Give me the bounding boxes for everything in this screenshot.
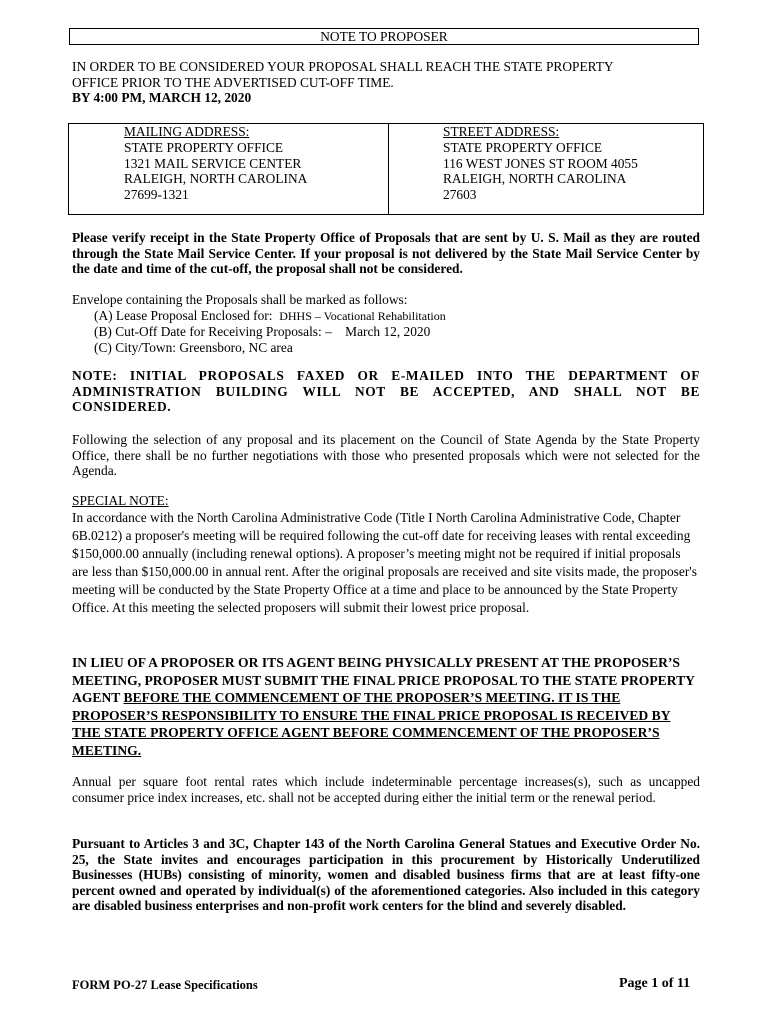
envelope-item-b-value: March 12, 2020	[345, 324, 431, 340]
street-address-line: 116 WEST JONES ST ROOM 4055	[443, 155, 638, 171]
lieu-note	[72, 654, 700, 760]
envelope-item-c: (C) City/Town: Greensboro, NC area	[94, 339, 293, 355]
address-divider	[388, 124, 389, 214]
special-note-body: In accordance with the North Carolina Administrative Code (Title I North Carolina Administrative Code, Chapter 6B.0212) a proposer's meeting will be required following the cut-off date for receiving leases with rental exceeding $150,000.00 annually (including renewal options). A proposer’s meeting might not be required if initial proposals are less than $150,000.00 in annual rent. After the original proposals are received and site visits made, the proposer's meeting will be conducted by the State Property Office at a time and place to be announced by the State Property Office. At this meeting the selected proposers will submit their lowest price proposal.	[72, 509, 697, 615]
envelope-instructions	[72, 292, 700, 355]
form-label: FORM PO-27 Lease Specifications	[72, 978, 258, 992]
envelope-item-a	[72, 308, 700, 325]
fax-note: NOTE: INITIAL PROPOSALS FAXED OR E-MAILED INTO THE DEPARTMENT OF ADMINISTRATION BUILDING WILL NOT BE ACCEPTED, AND SHALL NOT BE CONSIDERED.	[72, 368, 700, 415]
envelope-item-b	[72, 324, 700, 340]
intro-line-1: IN ORDER TO BE CONSIDERED YOUR PROPOSAL SHALL REACH THE STATE PROPERTY	[72, 59, 614, 74]
page-number: Page 1 of 11	[619, 976, 691, 991]
deadline: BY 4:00 PM, MARCH 12, 2020	[72, 90, 252, 106]
intro-block	[72, 59, 700, 106]
lieu-note-text: IN LIEU OF A PROPOSER OR ITS AGENT BEING PHYSICALLY PRESENT AT THE PROPOSER’S MEETING, PROPOSER MUST SUBMIT THE FINAL PRICE PROPOSAL TO THE STATE PROPERTY AGENT	[72, 655, 695, 706]
intro-line-2: OFFICE PRIOR TO THE ADVERTISED CUT-OFF TIME.	[72, 74, 394, 90]
lieu-note-underlined: BEFORE THE COMMENCEMENT OF THE PROPOSER’S MEETING. IT IS THE PROPOSER’S RESPONSIBILITY TO ENSURE THE FINAL PRICE PROPOSAL IS RECEIVED BY THE STATE PROPERTY OFFICE AGENT BEFORE COMMENCEMENT OF THE PROPOSER’S MEETING.	[72, 690, 671, 758]
envelope-heading: Envelope containing the Proposals shall be marked as follows:	[72, 292, 408, 307]
street-address-label: STREET ADDRESS:	[443, 124, 560, 139]
page-title: NOTE TO PROPOSER	[69, 28, 699, 45]
street-address-line: STATE PROPERTY OFFICE	[443, 139, 603, 155]
special-note	[72, 493, 700, 617]
address-table	[68, 123, 704, 215]
envelope-item-a-label: (A) Lease Proposal Enclosed for:	[94, 307, 273, 323]
mailing-address-line: STATE PROPERTY OFFICE	[124, 139, 284, 155]
rates-note: Annual per square foot rental rates which include indeterminable percentage increases(s), such as uncapped consumer price index increases, etc. shall not be accepted during either the initial term or the renewal period.	[72, 774, 700, 805]
mailing-address-line: 27699-1321	[124, 187, 189, 203]
mailing-address-line: RALEIGH, NORTH CAROLINA	[124, 171, 308, 187]
mailing-address-line: 1321 MAIL SERVICE CENTER	[124, 155, 302, 171]
street-address-line: 27603	[443, 187, 477, 203]
street-address-line: RALEIGH, NORTH CAROLINA	[443, 171, 627, 187]
mailing-address-label: MAILING ADDRESS:	[124, 124, 250, 139]
street-address	[443, 124, 703, 203]
selection-note: Following the selection of any proposal and its placement on the Council of State Agenda by the State Property Office, there shall be no further negotiations with those who presented proposals which were not selected for the Agenda.	[72, 432, 700, 479]
verify-note: Please verify receipt in the State Property Office of Proposals that are sent by U. S. Mail as they are routed through the State Mail Service Center. If your proposal is not delivered by the State Mail Service Center by the date and time of the cut-off, the proposal shall not be considered.	[72, 230, 700, 277]
special-note-heading: SPECIAL NOTE:	[72, 493, 169, 508]
envelope-item-a-value: DHHS – Vocational Rehabilitation	[279, 308, 446, 323]
envelope-item-b-label: (B) Cut-Off Date for Receiving Proposals: –	[94, 324, 332, 340]
hub-note: Pursuant to Articles 3 and 3C, Chapter 143 of the North Carolina General Statues and Executive Order No. 25, the State invites and encourages participation in this procurement by Historically Underutilized Businesses (HUBs) consisting of minority, women and disabled business firms that are at least fifty-one percent owned and operated by individual(s) of the aforementioned categories. Also included in this category are disabled business enterprises and non-profit work centers for the blind and severely disabled.	[72, 836, 700, 914]
mailing-address	[124, 124, 384, 203]
